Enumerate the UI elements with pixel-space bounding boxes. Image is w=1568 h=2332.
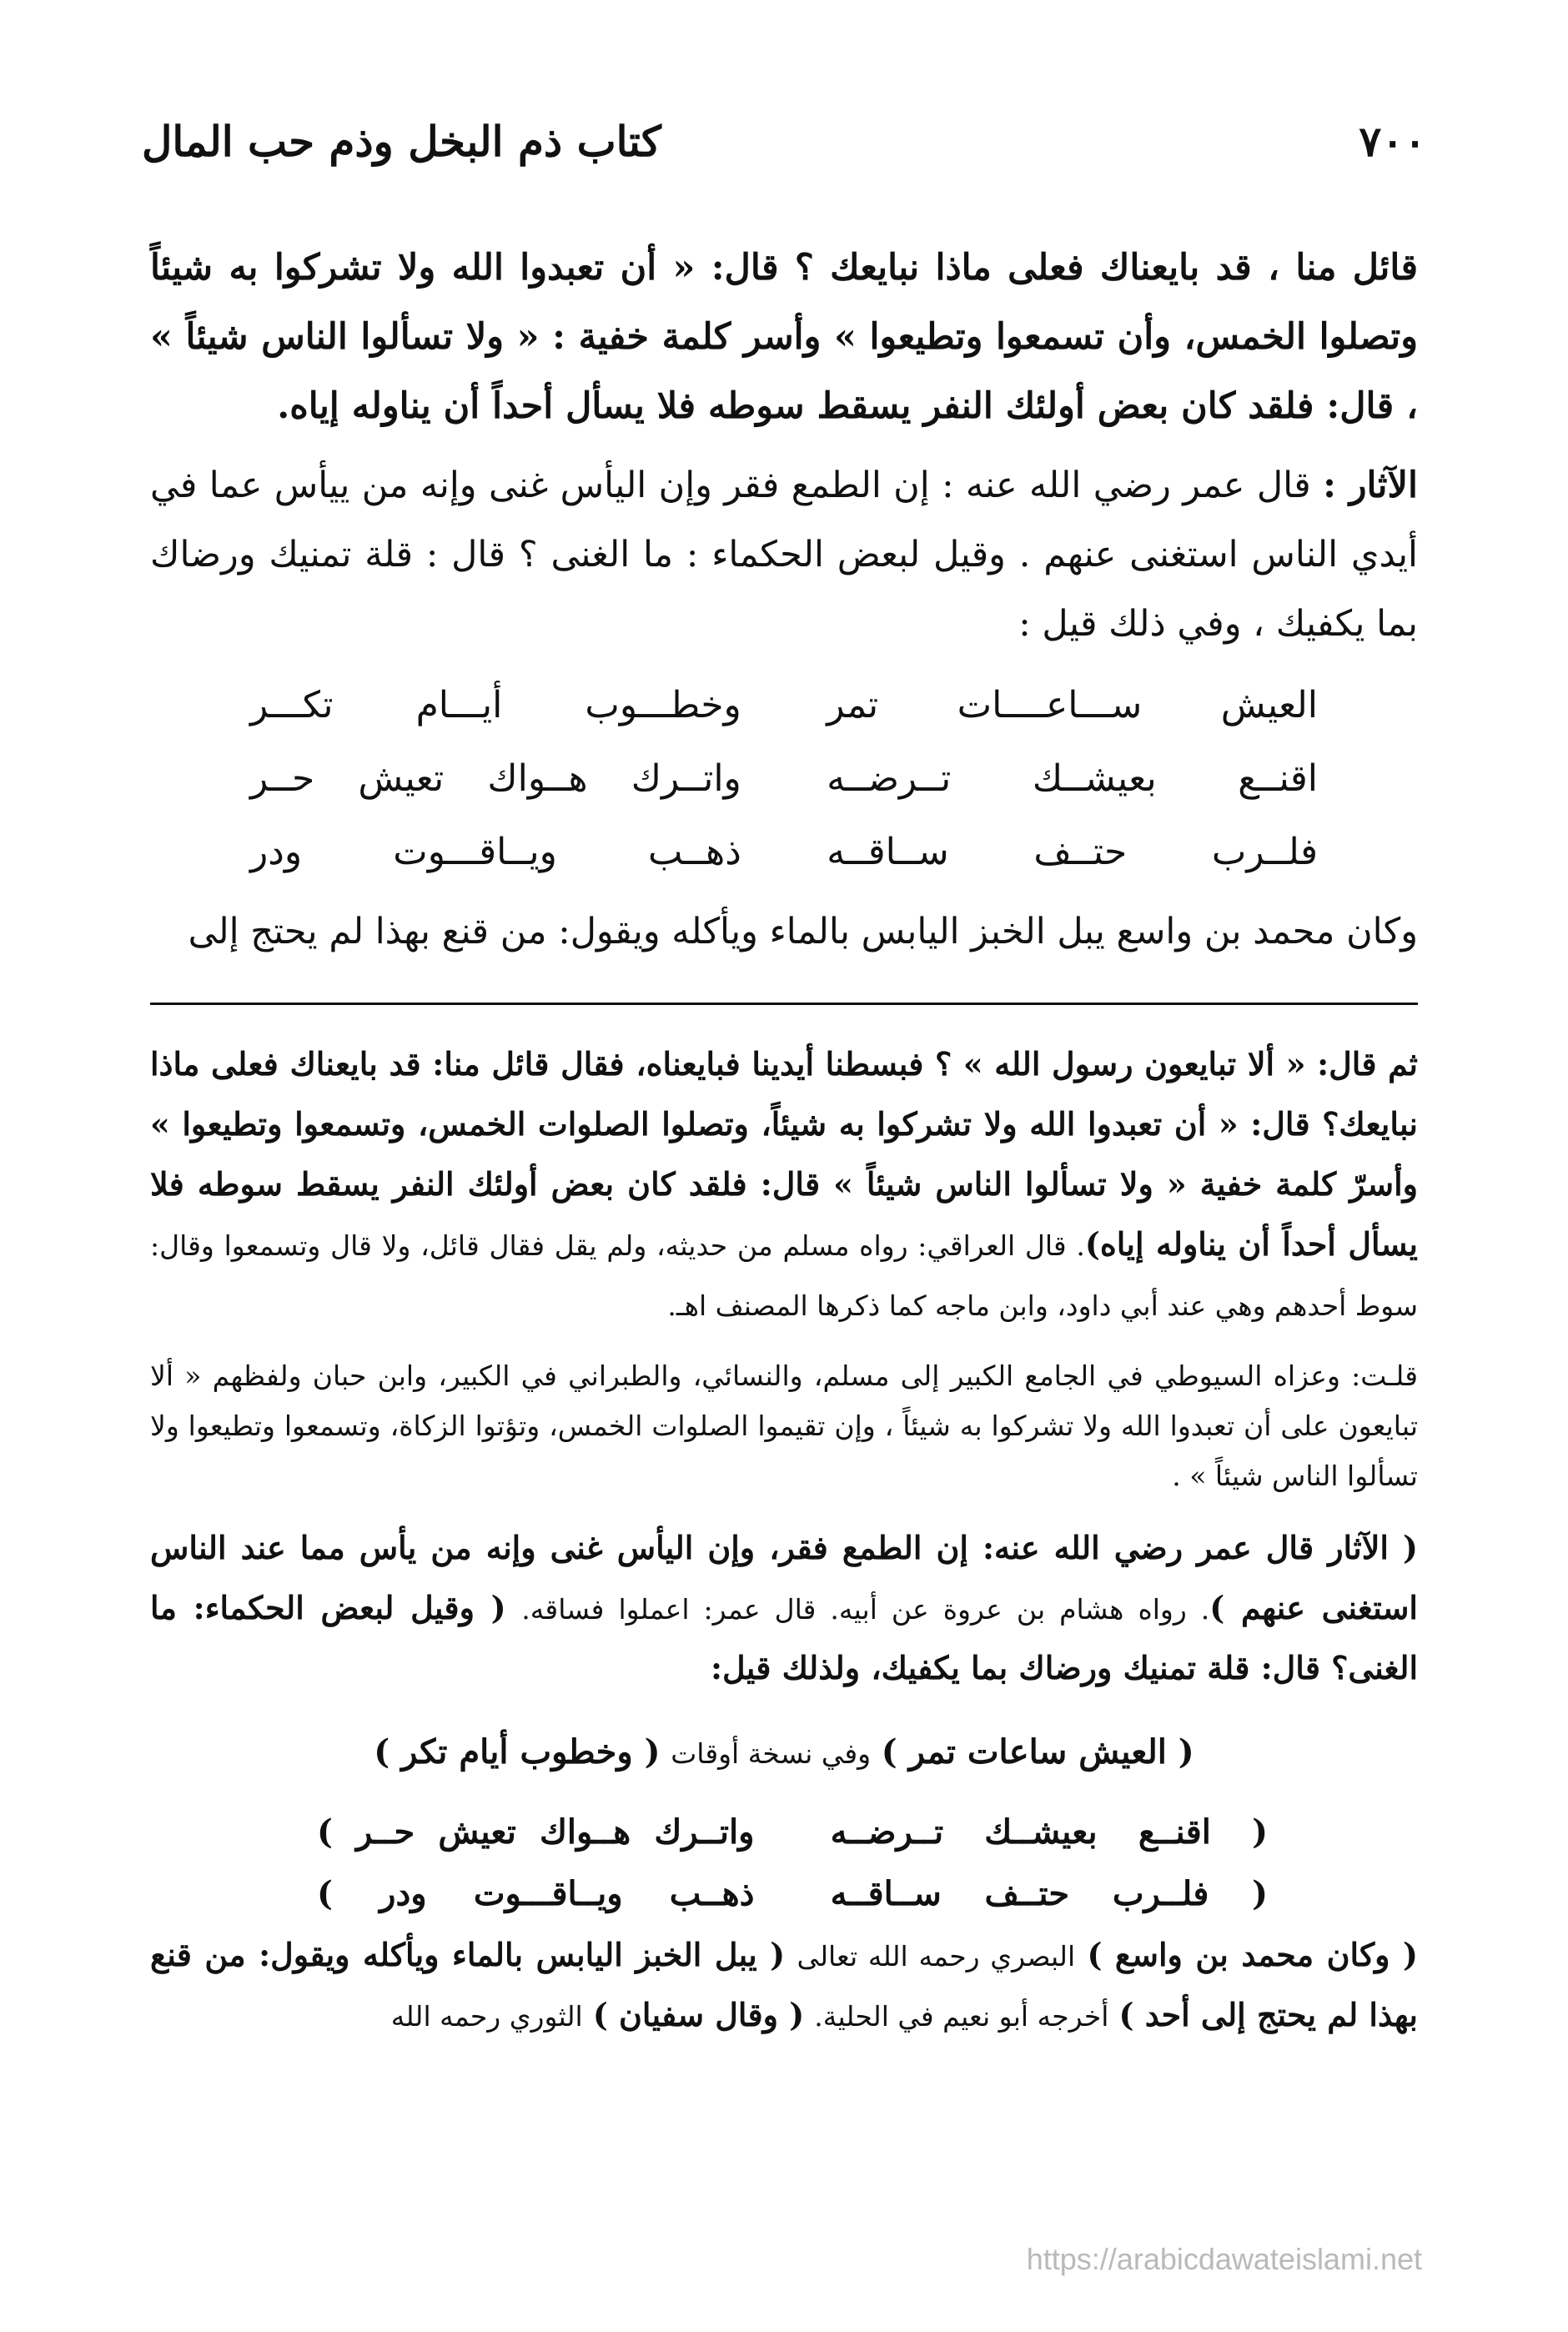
athar-heading: الآثار :	[1323, 465, 1419, 506]
quoted-verse: ( العيش ساعات تمر )	[881, 1732, 1194, 1772]
athar-text: قال عمر رضي الله عنه : إن الطمع فقر وإن اليأس غنى وإنه من ييأس عما في أيدي الناس استغنى عنهم . وقيل لبعض الحكماء : ما الغنى ؟ قال : قلة تمنيك ورضاك بما يكفيك ، وفي ذلك قيل :	[150, 465, 1418, 645]
footnote-paragraph-1	[150, 1034, 1418, 1334]
footnote-divider	[150, 1003, 1418, 1005]
commentary-note: أخرجه أبو نعيم في الحلية.	[814, 2000, 1109, 2033]
quoted-matn: ( وقيل لبعض الحكماء: ما الغنى؟ قال: قلة تمنيك ورضاك بما يكفيك، ولذلك قيل:	[150, 1589, 1418, 1686]
page-number: ٧٠٠	[1359, 117, 1426, 166]
quoted-matn: ( يبل الخبز اليابس بالماء ويأكله ويقول: من قنع بهذا لم يحتج إلى أحد )	[150, 1936, 1418, 2033]
quoted-verse: ( وخطوب أيام تكر )	[374, 1732, 661, 1772]
main-paragraph-3: وكان محمد بن واسع يبل الخبز اليابس بالماء ويأكله ويقول: من قنع بهذا لم يحتج إلى	[188, 911, 1418, 952]
commentary-block	[150, 1518, 1418, 2045]
poem-verses	[250, 669, 1318, 889]
verse-first-hemistich: اقنــع بعيشــك تــرضــه	[827, 757, 1318, 800]
commentary-note: الثوري رحمه الله	[390, 2000, 583, 2033]
page-header	[142, 117, 1426, 183]
verse-variant-line	[150, 1715, 1418, 1790]
main-paragraph-2	[150, 451, 1418, 659]
commentary-paragraph-2	[150, 1925, 1418, 2045]
verse-second-hemistich: وخطـــوب أيـــام تكـــر	[250, 684, 741, 726]
verse-row	[250, 669, 1318, 742]
commentary-note: البصري رحمه الله تعالى	[797, 1940, 1076, 1973]
verse-row	[250, 816, 1318, 889]
main-text	[150, 234, 1418, 977]
commentary-section	[150, 1034, 1418, 2062]
quoted-matn: ( وكان محمد بن واسع )	[1087, 1936, 1418, 1973]
quoted-matn: ( الآثار قال عمر رضي الله عنه: إن الطمع فقر، وإن اليأس غنى وإنه من يأس مما عند الناس استغنى عنهم )	[150, 1529, 1418, 1626]
variant-note: وفي نسخة أوقات	[671, 1737, 872, 1770]
hadith-takhrij: . قال العراقي: رواه مسلم من حديثه، ولم يقل فقال قائل، ولا قال وتسمعوا وقال: سوط أحدهم وهي عند أبي داود، وابن ماجه كما ذكرها المصنف اهـ.	[150, 1229, 1418, 1322]
quoted-matn: ( وقال سفيان )	[592, 1996, 805, 2033]
running-title: كتاب ذم البخل وذم حب المال	[142, 117, 661, 166]
commentary-verse-row	[150, 1802, 1418, 1863]
commentary-note: . رواه هشام بن عروة عن أبيه. قال عمر: اعملوا فساقه.	[521, 1593, 1210, 1626]
hadith-text: ثم قال: « ألا تبايعون رسول الله » ؟ فبسطنا أيدينا فبايعناه، فقال قائل منا: قد بايعناك فعلى ماذا نبايعك؟ قال: « أن تعبدوا الله ولا تشركوا به شيئاً، وتصلوا الصلوات الخمس، وتسمعوا وتطيعوا » وأسرّ كلمة خفية « ولا تسألوا الناس شيئاً » قال: فلقد كان بعض أولئك النفر يسقط سوطه فلا يسأل أحداً أن يناوله إياه)	[150, 1045, 1418, 1263]
verse-first-hemistich: ( فلــرب حتــف ســاقــه	[830, 1874, 1268, 1913]
verse-first-hemistich: ( اقنــع بعيشــك تــرضــه	[830, 1812, 1268, 1852]
footnote-paragraph-2: قلـت: وعزاه السيوطي في الجامع الكبير إلى مسلم، والنسائي، والطبراني في الكبير، وابن حبان ولفظهم « ألا تبايعون على أن تعبدوا الله ولا تشركوا به شيئاً ، وإن تقيموا الصلوات الخمس، وتؤتوا الزكاة، وتسمعوا وتطيعوا ولا تسألوا الناس شيئاً » .	[150, 1359, 1418, 1492]
verse-first-hemistich: العيش ســـاعــــات تمر	[827, 684, 1318, 726]
verse-second-hemistich: واتــرك هــواك تعيش حــر )	[317, 1812, 755, 1852]
watermark-url: https://arabicdawateislami.net	[1026, 2242, 1422, 2276]
verse-first-hemistich: فلــرب حتــف ســاقــه	[827, 831, 1318, 873]
commentary-paragraph-1	[150, 1518, 1418, 1698]
commentary-verse-row	[150, 1863, 1418, 1925]
verse-second-hemistich: ذهــب ويــاقـــوت ودر )	[317, 1874, 755, 1913]
main-paragraph-1: قائل منا ، قد بايعناك فعلى ماذا نبايعك ؟ قال: « أن تعبدوا الله ولا تشركوا به شيئاً وتصلوا الخمس، وأن تسمعوا وتطيعوا » وأسر كلمة خفية : « ولا تسألوا الناس شيئاً » ، قال: فلقد كان بعض أولئك النفر يسقط سوطه فلا يسأل أحداً أن يناوله إياه.	[150, 247, 1418, 427]
verse-row	[250, 742, 1318, 816]
verse-second-hemistich: ذهــب ويــاقـــوت ودر	[250, 831, 741, 873]
verse-second-hemistich: واتــرك هــواك تعيش حــر	[250, 757, 741, 800]
